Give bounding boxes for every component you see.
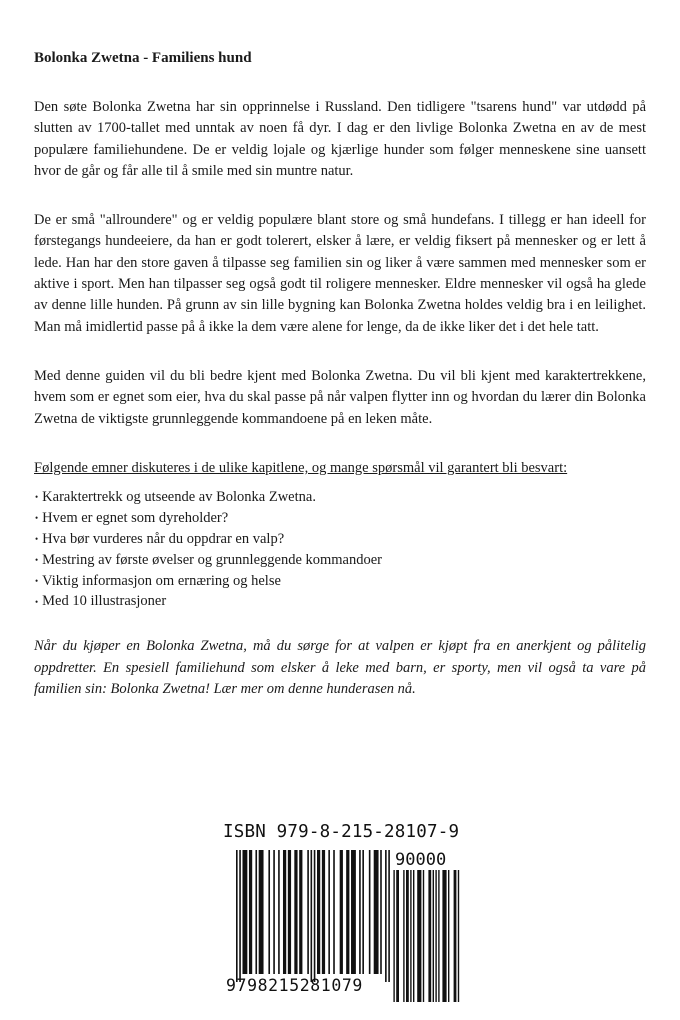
barcode-bar <box>294 850 297 974</box>
list-item: • Hvem er egnet som dyreholder? <box>35 509 229 526</box>
barcode-bar <box>255 850 257 974</box>
topics-list <box>34 487 646 613</box>
barcode-bar <box>288 850 291 974</box>
barcode-bar <box>362 850 364 974</box>
addon-bar <box>448 870 449 1002</box>
barcode-bar <box>242 850 247 974</box>
barcode-bar <box>340 850 343 974</box>
barcode-bar <box>236 850 238 982</box>
addon-bar <box>393 870 394 1002</box>
addon-bar <box>454 870 457 1002</box>
list-item: • Viktig informasjon om ernæring og helse <box>35 572 281 589</box>
addon-bar <box>413 870 414 1002</box>
barcode-bar <box>328 850 330 974</box>
addon-bar <box>417 870 421 1002</box>
addon-bar <box>403 870 404 1002</box>
bullet-icon: • <box>35 575 39 586</box>
barcode-bar <box>369 850 371 974</box>
barcode-bar <box>388 850 390 982</box>
bullet-icon: • <box>35 492 39 503</box>
list-item: • Mestring av første øvelser og grunnleggende kommandoer <box>35 551 383 568</box>
closing-paragraph: Når du kjøper en Bolonka Zwetna, må du sørge for at valpen er kjøpt fra en anerkjent og pålitelig oppdretter. En spesiell familiehund som elsker å leke med barn, er sporty, men vil også ta vare på familien sin: Bolonka Zwetna! Lær mer om denne hunderasen nå. <box>34 638 646 697</box>
list-item: • Hva bør vurderes når du oppdrar en valp? <box>35 530 285 547</box>
barcode-bar <box>299 850 302 974</box>
back-cover-text <box>34 50 646 700</box>
barcode-bar <box>268 850 270 974</box>
barcode-bar <box>385 850 387 982</box>
isbn-label: ISBN 979-8-215-28107-9 <box>223 822 460 842</box>
bullet-icon: • <box>35 555 39 566</box>
addon-bar <box>410 870 411 1002</box>
bullet-icon: • <box>35 596 39 607</box>
ean-digits: 9798215281079 <box>226 976 363 995</box>
barcode-bar <box>351 850 356 974</box>
addon-bar <box>396 870 399 1002</box>
barcode-bar <box>314 850 316 982</box>
barcode-bar <box>346 850 349 974</box>
barcode-bar <box>359 850 361 974</box>
barcode-bar <box>380 850 382 974</box>
addon-bar <box>458 870 459 1002</box>
traits-paragraph: De er små "allroundere" og er veldig populære blant store og små hundefans. I tillegg er han ideell for førstegangs hundeeiere, da han er godt tolerert, elsker å lære, er veldig fiksert på mennesker og er lett å lede. Han har den store gaven å tilpasse seg familien sin og liker å være sammen med mennesker som er aktive i sport. Men han tilpasser seg også godt til roligere mennesker. Eldre mennesker vil også ha glede av denne lille hunden. På grunn av sin lille bygning kan Bolonka Zwetna holdes veldig bra i en leilighet. Man må imidlertid passe på å ikke la dem være alene for lenge, da de ikke liker det i det hele tatt. <box>34 212 646 335</box>
bullet-icon: • <box>35 513 39 524</box>
barcode-bar <box>333 850 335 974</box>
page-title: Bolonka Zwetna - Familiens hund <box>34 50 252 66</box>
addon-bar <box>406 870 409 1002</box>
barcode-bar <box>278 850 280 974</box>
bullet-icon: • <box>35 534 39 545</box>
addon-digits: 90000 <box>395 850 447 870</box>
intro-paragraph: Den søte Bolonka Zwetna har sin opprinnelse i Russland. Den tidligere "tsarens hund" var utdødd på slutten av 1700-tallet med unntak av noen få dyr. I dag er den livlige Bolonka Zwetna en av de mest populære familiehundene. De er veldig lojale og kjærlige hunder som følger menneskene sine uansett hvor de går og får alle til å smile med sin muntre natur. <box>34 99 646 179</box>
barcode-bar <box>311 850 313 982</box>
addon-bar <box>435 870 436 1002</box>
list-item: • Karaktertrekk og utseende av Bolonka Zwetna. <box>35 488 316 505</box>
addon-bar <box>442 870 446 1002</box>
barcode-bar <box>239 850 241 982</box>
addon-bar <box>438 870 439 1002</box>
barcode-bar <box>249 850 252 974</box>
isbn-barcode <box>220 822 464 1012</box>
addon-bar <box>423 870 424 1002</box>
topics-heading: Følgende emner diskuteres i de ulike kapitlene, og mange spørsmål vil garantert bli besvart: <box>34 459 568 476</box>
addon-bar <box>428 870 431 1002</box>
barcode-bar <box>307 850 309 974</box>
addon-bar <box>433 870 434 1002</box>
barcode-bar <box>374 850 379 974</box>
barcode-bar <box>273 850 275 974</box>
list-item: • Med 10 illustrasjoner <box>35 593 167 610</box>
barcode-bar <box>259 850 264 974</box>
guide-paragraph: Med denne guiden vil du bli bedre kjent med Bolonka Zwetna. Du vil bli kjent med karaktertrekkene, hvem som er egnet som eier, hva du skal passe på når valpen flytter inn og hvordan du lærer din Bolonka Zwetna de viktigste grunnleggende kommandoene på en leken måte. <box>34 367 646 427</box>
barcode-bar <box>317 850 320 974</box>
barcode-bar <box>322 850 325 974</box>
barcode-bar <box>283 850 286 974</box>
